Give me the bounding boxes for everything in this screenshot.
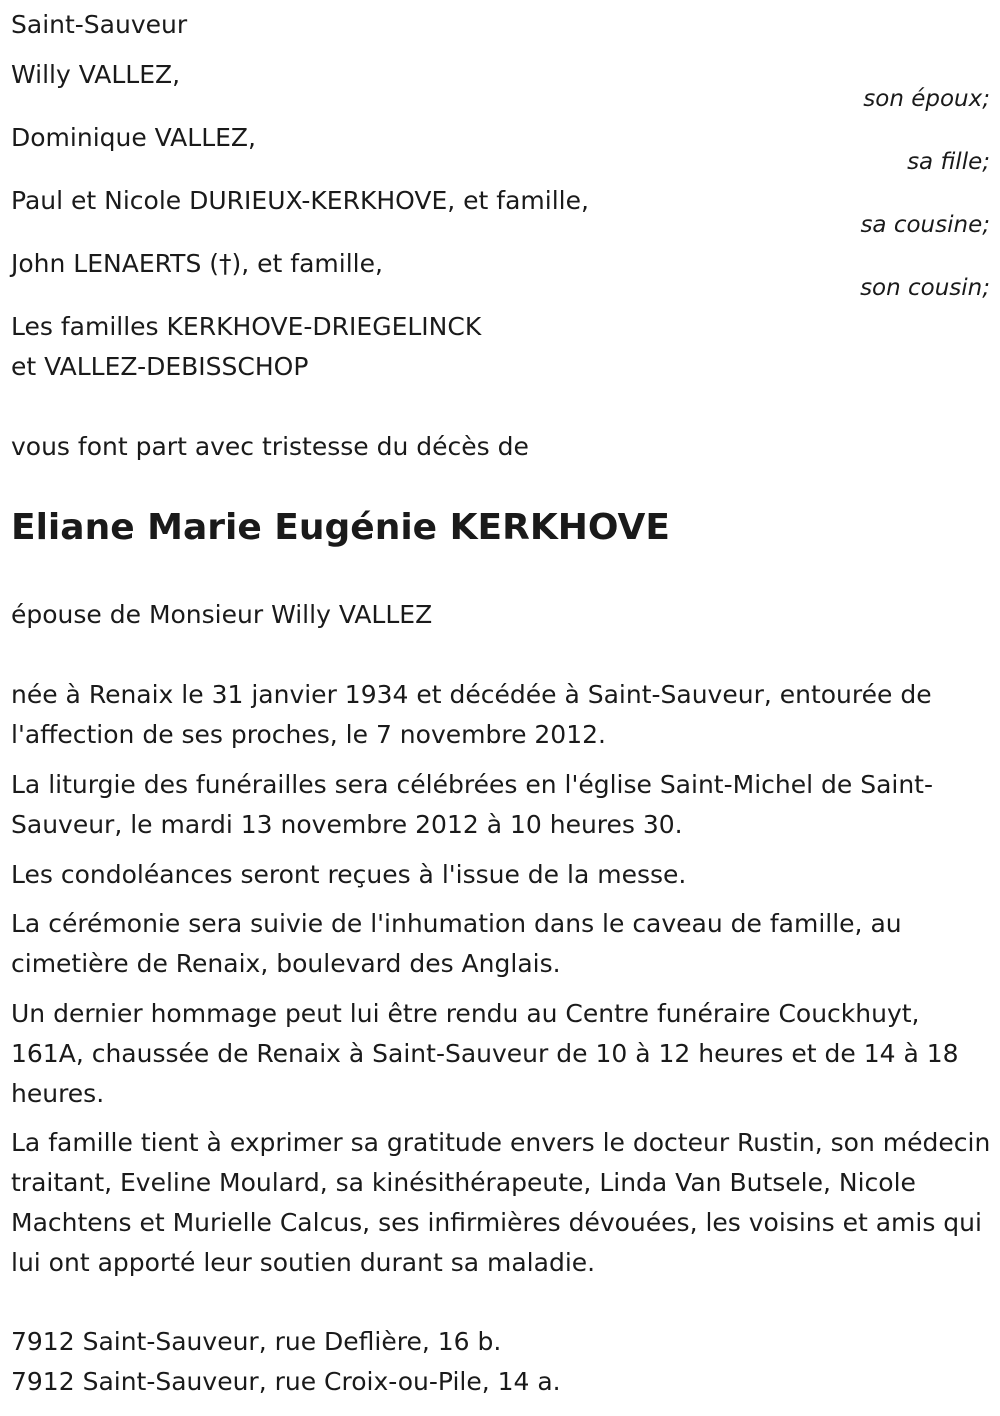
- families-line: et VALLEZ-DEBISSCHOP: [11, 352, 309, 381]
- family-member-name: Willy VALLEZ,: [11, 60, 181, 89]
- spouse-line: épouse de Monsieur Willy VALLEZ: [11, 600, 433, 629]
- family-member-relation: son cousin;: [860, 275, 990, 301]
- family-member-name: Paul et Nicole DURIEUX-KERKHOVE, et famille,: [11, 186, 589, 215]
- liturgy-paragraph: La liturgie des funérailles sera célébrées en l'église Saint-Michel de Saint-Sauveur, le mardi 13 novembre 2012 à 10 heures 30.: [11, 770, 933, 839]
- gratitude-paragraph: La famille tient à exprimer sa gratitude envers le docteur Rustin, son médecin traitant, Eveline Moulard, sa kinésithérapeute, Linda Van Butsele, Nicole Machtens et Murielle Calcus, ses infirmières dévouées, les voisins et amis qui lui ont apporté leur soutien durant sa maladie.: [11, 1128, 991, 1277]
- birth-death-paragraph: née à Renaix le 31 janvier 1934 et décédée à Saint-Sauveur, entourée de l'affection de ses proches, le 7 novembre 2012.: [11, 680, 932, 749]
- family-member-relation: sa fille;: [907, 149, 990, 175]
- burial-paragraph: La cérémonie sera suivie de l'inhumation dans le caveau de famille, au cimetière de Renaix, boulevard des Anglais.: [11, 909, 902, 978]
- family-member-name: Dominique VALLEZ,: [11, 123, 257, 152]
- family-member-relation: son époux;: [863, 86, 990, 112]
- deceased-name: Eliane Marie Eugénie KERKHOVE: [11, 507, 670, 548]
- announcement-text: vous font part avec tristesse du décès de: [11, 432, 529, 461]
- condolences-paragraph: Les condoléances seront reçues à l'issue de la messe.: [11, 860, 687, 889]
- place-header: Saint-Sauveur: [11, 10, 188, 39]
- family-member-relation: sa cousine;: [860, 212, 990, 238]
- tribute-paragraph: Un dernier hommage peut lui être rendu au Centre funéraire Couckhuyt, 161A, chaussée de Renaix à Saint-Sauveur de 10 à 12 heures et de 14 à 18 heures.: [11, 999, 959, 1108]
- address-line: 7912 Saint-Sauveur, rue Croix-ou-Pile, 14 a.: [11, 1367, 561, 1396]
- families-line: Les familles KERKHOVE-DRIEGELINCK: [11, 312, 482, 341]
- address-line: 7912 Saint-Sauveur, rue Deflière, 16 b.: [11, 1327, 502, 1356]
- family-member-name: John LENAERTS (†), et famille,: [11, 249, 383, 278]
